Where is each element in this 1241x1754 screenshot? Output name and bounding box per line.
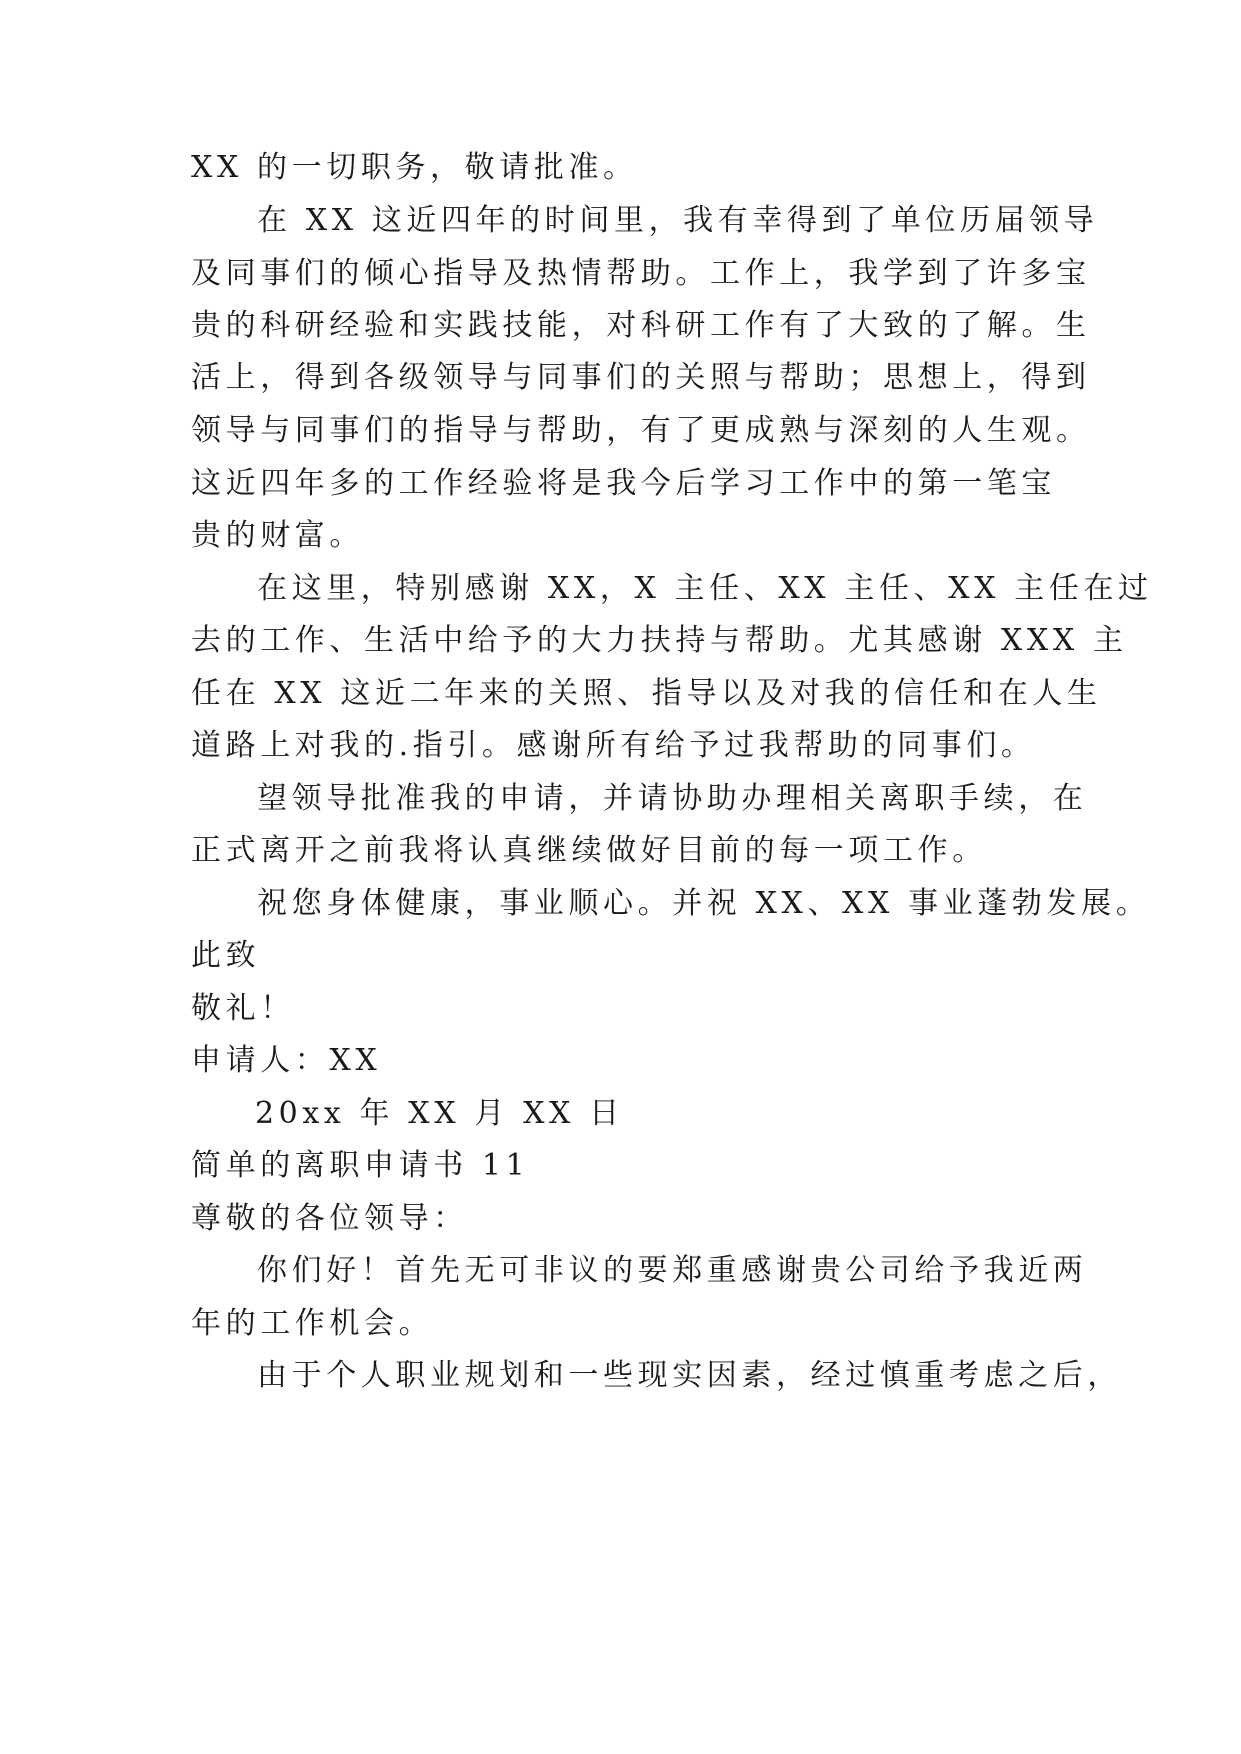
text-line: 及同事们的倾心指导及热情帮助。工作上，我学到了许多宝 [191,256,1091,291]
text-line: 任在 XX 这近二年来的关照、指导以及对我的信任和在人生 [191,676,1102,711]
closing-salutation: 敬礼！ [191,991,295,1026]
text-line: 年的工作机会。 [191,1306,434,1341]
paragraph-start-line: 在 XX 这近四年的时间里，我有幸得到了单位历届领导 [257,203,1099,238]
text-line: 领导与同事们的指导与帮助，有了更成熟与深刻的人生观。 [191,413,1091,448]
paragraph-start-line: 由于个人职业规划和一些现实因素，经过慎重考虑之后， [257,1358,1122,1393]
paragraph-start-line: 祝您身体健康，事业顺心。并祝 XX、XX 事业蓬勃发展。 [257,886,1151,921]
section-title: 简单的离职申请书 11 [191,1148,530,1183]
text-line: 贵的科研经验和实践技能，对科研工作有了大致的了解。生 [191,308,1091,343]
paragraph-start-line: 你们好！首先无可非议的要郑重感谢贵公司给予我近两 [257,1253,1088,1288]
text-line: 活上，得到各级领导与同事们的关照与帮助；思想上，得到 [191,360,1091,395]
text-line: 去的工作、生活中给予的大力扶持与帮助。尤其感谢 XXX 主 [191,623,1128,658]
text-line: 正式离开之前我将认真继续做好目前的每一项工作。 [191,833,987,868]
paragraph-start-line: 在这里，特别感谢 XX，X 主任、XX 主任、XX 主任在过 [257,571,1153,606]
date-line: 20xx 年 XX 月 XX 日 [255,1096,624,1131]
text-line: 贵的财富。 [191,518,364,553]
paragraph-start-line: 望领导批准我的申请，并请协助办理相关离职手续，在 [257,781,1088,816]
text-line: 这近四年多的工作经验将是我今后学习工作中的第一笔宝 [191,466,1056,501]
salutation-line: 尊敬的各位领导： [191,1201,468,1236]
text-line: 道路上对我的.指引。感谢所有给予过我帮助的同事们。 [191,728,1036,763]
closing-line: 此致 [191,938,261,973]
applicant-line: 申请人：XX [191,1043,382,1078]
text-line: XX 的一切职务，敬请批准。 [191,150,638,185]
